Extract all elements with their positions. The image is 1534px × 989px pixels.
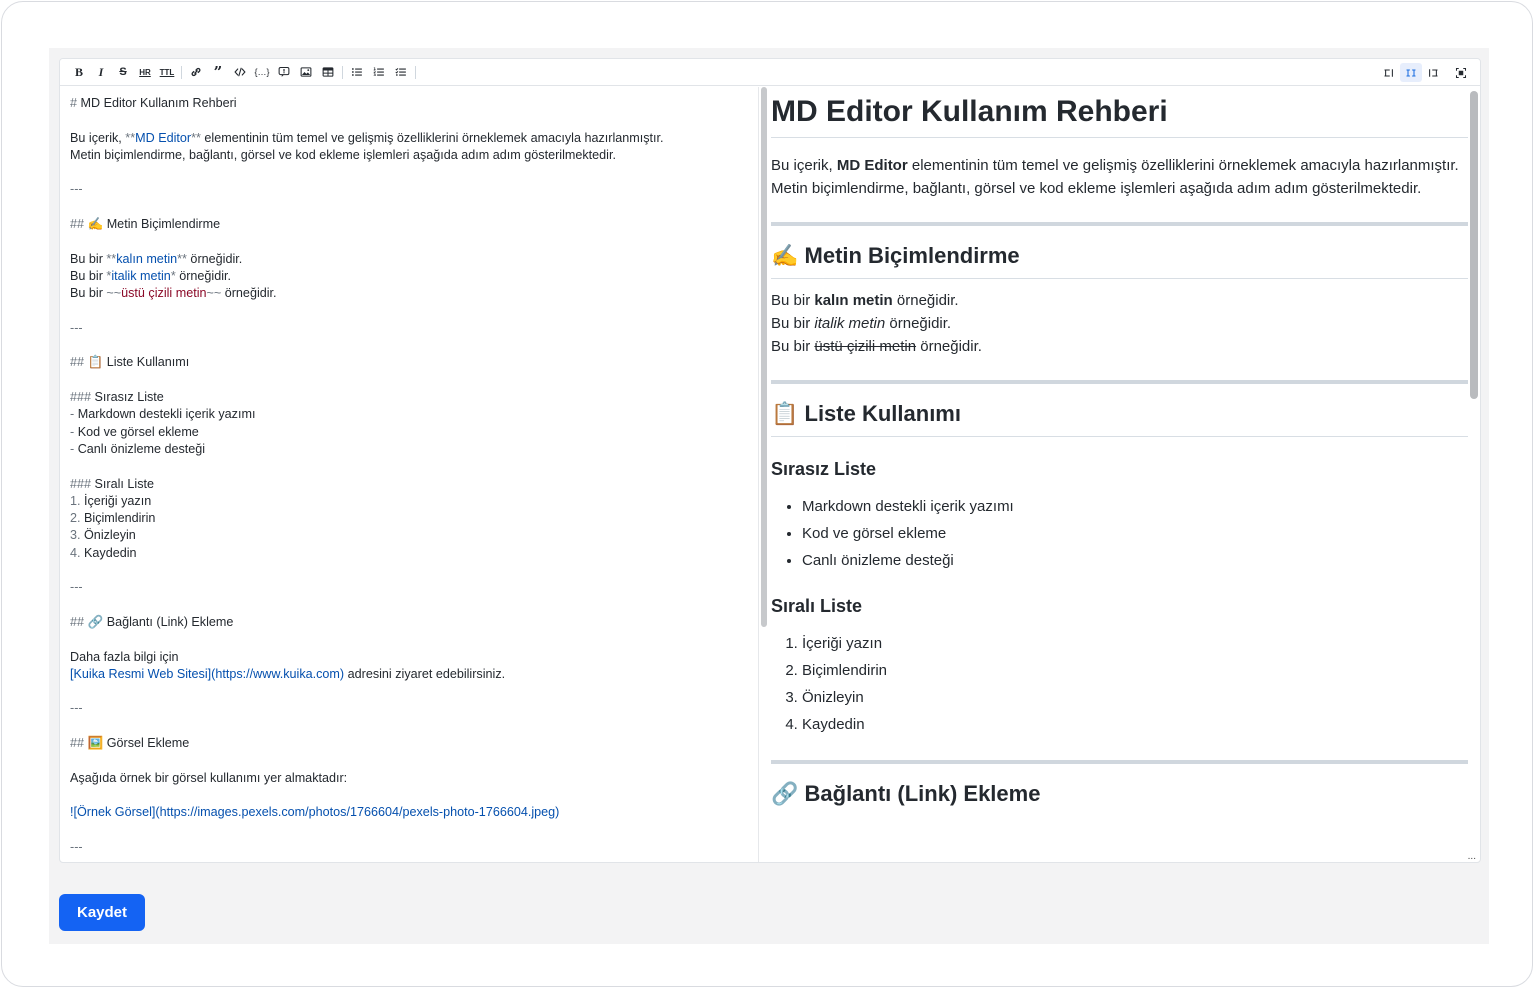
list-item: • Kod ve görsel ekleme — [802, 520, 1468, 547]
source-token: üstü çizili metin — [121, 286, 207, 301]
source-token: Canlı önizleme desteği — [77, 441, 206, 456]
md-editor — [59, 58, 1481, 863]
code-block-icon[interactable]: {…} — [254, 67, 270, 77]
heading-link: 🔗 Bağlantı (Link) Ekleme — [771, 781, 1041, 806]
source-token: # — [70, 96, 81, 110]
source-line — [70, 579, 748, 596]
preview-title: MD Editor Kullanım Rehberi — [771, 87, 1468, 138]
source-line — [70, 649, 748, 666]
horizontal-rule-icon[interactable]: HR — [139, 67, 151, 77]
source-token: Bu bir — [70, 251, 107, 266]
task-list-icon[interactable] — [390, 63, 412, 82]
source-token: ** — [177, 251, 187, 266]
source-token: Kaydedin — [84, 545, 137, 560]
heading-lists: 📋 Liste Kullanımı — [771, 388, 1468, 437]
ordered-list-icon[interactable] — [368, 63, 390, 82]
source-line — [70, 181, 748, 198]
source-line — [70, 268, 748, 285]
fmt-prefix: Bu bir — [771, 338, 815, 355]
source-line — [70, 770, 748, 787]
source-line — [70, 424, 748, 441]
source-line — [70, 164, 748, 181]
split-view-icon[interactable] — [1400, 63, 1422, 82]
strike-example: üstü çizili metin — [814, 338, 917, 355]
source-token: ### — [70, 390, 95, 405]
section-divider — [771, 380, 1468, 384]
title-icon[interactable]: TTL — [159, 67, 175, 77]
source-line — [70, 718, 748, 735]
preview-only-icon[interactable] — [1422, 63, 1444, 82]
source-scrollbar-thumb[interactable] — [761, 87, 767, 627]
source-token: 1. — [70, 493, 85, 508]
code-icon[interactable] — [229, 63, 251, 82]
view-mode-group — [1378, 63, 1472, 82]
source-token: --- — [70, 320, 83, 335]
source-token: ### — [70, 476, 95, 491]
quote-icon[interactable]: ” — [213, 63, 223, 81]
source-token: 4. — [70, 545, 85, 560]
source-token: adresini ziyaret edebilirsiniz. — [344, 666, 506, 681]
markdown-source-textarea[interactable] — [60, 87, 759, 863]
source-line — [70, 735, 748, 752]
source-line — [70, 95, 748, 112]
toolbar-separator — [415, 66, 416, 79]
source-token: - — [70, 441, 78, 456]
source-token: Sırasız Liste — [94, 390, 164, 405]
bold-example: kalın metin — [814, 292, 893, 309]
link-icon[interactable] — [185, 63, 207, 82]
toolbar-separator — [181, 66, 182, 79]
source-line — [70, 320, 748, 337]
source-token: --- — [70, 701, 83, 716]
source-line — [70, 303, 748, 320]
source-token: 🖼️ Görsel Ekleme — [87, 735, 190, 750]
heading-formatting: ✍️ Metin Biçimlendirme — [771, 230, 1468, 279]
source-line — [70, 285, 748, 302]
fmt-suffix: örneğidir. — [885, 315, 952, 332]
source-token: kalın metin — [116, 251, 178, 266]
source-line — [70, 700, 748, 717]
formatting-examples — [771, 289, 1468, 358]
source-token: Bu bir — [70, 286, 107, 301]
source-token: ~~ — [106, 286, 122, 301]
source-line — [70, 112, 748, 129]
section-divider — [771, 222, 1468, 226]
source-line — [70, 631, 748, 648]
toolbar-separator — [342, 66, 343, 79]
source-line — [70, 216, 748, 233]
source-token: * — [170, 268, 176, 283]
list-item: 1. İçeriği yazın — [802, 630, 1468, 657]
edit-only-icon[interactable] — [1378, 63, 1400, 82]
source-line — [70, 839, 748, 856]
source-line — [70, 666, 748, 683]
section-divider — [771, 760, 1468, 764]
list-item: • Markdown destekli içerik yazımı — [802, 493, 1468, 520]
source-token: ## — [70, 217, 88, 232]
source-token: italik metin — [111, 268, 171, 283]
source-token: elementinin tüm temel ve gelişmiş özelliklerini örneklemek amacıyla hazırlanmıştır. — [200, 130, 664, 145]
ordered-list — [771, 630, 1468, 738]
source-token: ## — [70, 355, 88, 370]
source-token: MD Editor — [135, 130, 192, 145]
source-line — [70, 389, 748, 406]
source-token: örneğidir. — [175, 268, 232, 283]
source-token: Bu bir — [70, 268, 107, 283]
heading-ordered: Sıralı Liste — [771, 596, 863, 616]
source-token: --- — [70, 182, 83, 197]
source-line — [70, 562, 748, 579]
source-line — [70, 251, 748, 268]
source-token: İçeriği yazın — [84, 493, 152, 508]
resize-handle[interactable]: ... — [1467, 851, 1476, 862]
svg-text:1: 1 — [373, 67, 376, 72]
list-item: 3. Önizleyin — [802, 684, 1468, 711]
source-line — [70, 406, 748, 423]
source-token: ** — [191, 130, 201, 145]
intro-text: Bu içerik, — [771, 157, 837, 174]
source-token: Önizleyin — [84, 528, 136, 543]
source-token: --- — [70, 580, 83, 595]
source-token: Aşağıda örnek bir görsel kullanımı yer almaktadır: — [70, 770, 348, 785]
fmt-prefix: Bu bir — [771, 315, 815, 332]
intro-bold: MD Editor — [836, 157, 908, 174]
fullscreen-icon[interactable] — [1450, 63, 1472, 82]
italic-icon[interactable]: I — [98, 64, 104, 79]
editor-toolbar — [60, 59, 1480, 86]
source-token: Bu içerik, — [70, 130, 126, 145]
source-token: ## — [70, 614, 88, 629]
comment-icon[interactable] — [273, 63, 295, 82]
source-line — [70, 752, 748, 769]
svg-text:2: 2 — [373, 70, 376, 75]
intro-line-2: Metin biçimlendirme, bağlantı, görsel ve kod ekleme işlemleri aşağıda adım adım gösterilmektedir. — [771, 180, 1422, 197]
unordered-list-icon[interactable] — [346, 63, 368, 82]
source-line — [70, 458, 748, 475]
source-token: Biçimlendirin — [84, 511, 156, 526]
source-line — [70, 199, 748, 216]
source-token: Markdown destekli içerik yazımı — [77, 407, 256, 422]
source-token: * — [106, 268, 112, 283]
source-token: Daha fazla bilgi için — [70, 649, 179, 664]
source-token: örneğidir. — [186, 251, 243, 266]
table-icon[interactable] — [317, 63, 339, 82]
source-token: - — [70, 424, 78, 439]
source-token: MD Editor Kullanım Rehberi — [80, 96, 237, 110]
list-item: 4. Kaydedin — [802, 711, 1468, 738]
source-token: ![Örnek Görsel](https://images.pexels.com/photos/1766604/pexels-photo-1766604.jpeg) — [70, 805, 560, 820]
source-token: 2. — [70, 511, 85, 526]
source-token: 📋 Liste Kullanımı — [87, 355, 190, 370]
save-button[interactable]: Kaydet — [59, 894, 145, 931]
source-line — [70, 493, 748, 510]
source-line — [70, 372, 748, 389]
italic-example: italik metin — [814, 315, 886, 332]
source-line — [70, 147, 748, 164]
source-token: örneğidir. — [221, 286, 277, 301]
source-token: [Kuika Resmi Web Sitesi](https://www.kuika.com) — [70, 666, 345, 681]
source-token: Kod ve görsel ekleme — [77, 424, 199, 439]
source-token: 🔗 Bağlantı (Link) Ekleme — [87, 614, 234, 629]
heading-unordered: Sırasız Liste — [771, 459, 877, 479]
source-line — [70, 614, 748, 631]
markdown-preview — [771, 87, 1468, 863]
source-line — [70, 354, 748, 371]
fmt-prefix: Bu bir — [771, 292, 815, 309]
source-line — [70, 683, 748, 700]
editor-panel — [49, 48, 1489, 944]
list-item: • Canlı önizleme desteği — [802, 547, 1468, 574]
fmt-suffix: örneğidir. — [892, 292, 959, 309]
list-item: 2. Biçimlendirin — [802, 657, 1468, 684]
fmt-suffix: örneğidir. — [916, 338, 982, 355]
source-token: ~~ — [206, 286, 222, 301]
source-line — [70, 597, 748, 614]
source-token: Metin biçimlendirme, bağlantı, görsel ve kod ekleme işlemleri aşağıda adım adım gösterilmektedir. — [70, 147, 616, 162]
source-token: ** — [106, 251, 117, 266]
source-line — [70, 545, 748, 562]
source-token: - — [70, 407, 78, 422]
source-line — [70, 510, 748, 527]
svg-text:3: 3 — [373, 73, 376, 78]
source-line — [70, 804, 748, 821]
source-token: ** — [125, 130, 136, 145]
source-line — [70, 441, 748, 458]
window-frame — [1, 1, 1533, 987]
source-line — [70, 821, 748, 838]
source-line — [70, 787, 748, 804]
preview-scrollbar-thumb[interactable] — [1470, 91, 1478, 399]
source-line — [70, 476, 748, 493]
source-token: ✍️ Metin Biçimlendirme — [87, 217, 221, 232]
source-line — [70, 130, 748, 147]
bold-icon[interactable]: B — [74, 64, 83, 79]
unordered-list — [771, 493, 1468, 574]
source-token: 3. — [70, 528, 85, 543]
source-line — [70, 233, 748, 250]
preview-intro — [771, 154, 1468, 200]
strikethrough-icon[interactable]: S — [119, 66, 127, 78]
source-line — [70, 527, 748, 544]
source-token: Sıralı Liste — [94, 476, 155, 491]
intro-text-rest: elementinin tüm temel ve gelişmiş özelliklerini örneklemek amacıyla hazırlanmıştır. — [907, 157, 1459, 174]
image-icon[interactable] — [295, 63, 317, 82]
source-token: ## — [70, 735, 88, 750]
source-token: --- — [70, 839, 83, 854]
source-line — [70, 337, 748, 354]
